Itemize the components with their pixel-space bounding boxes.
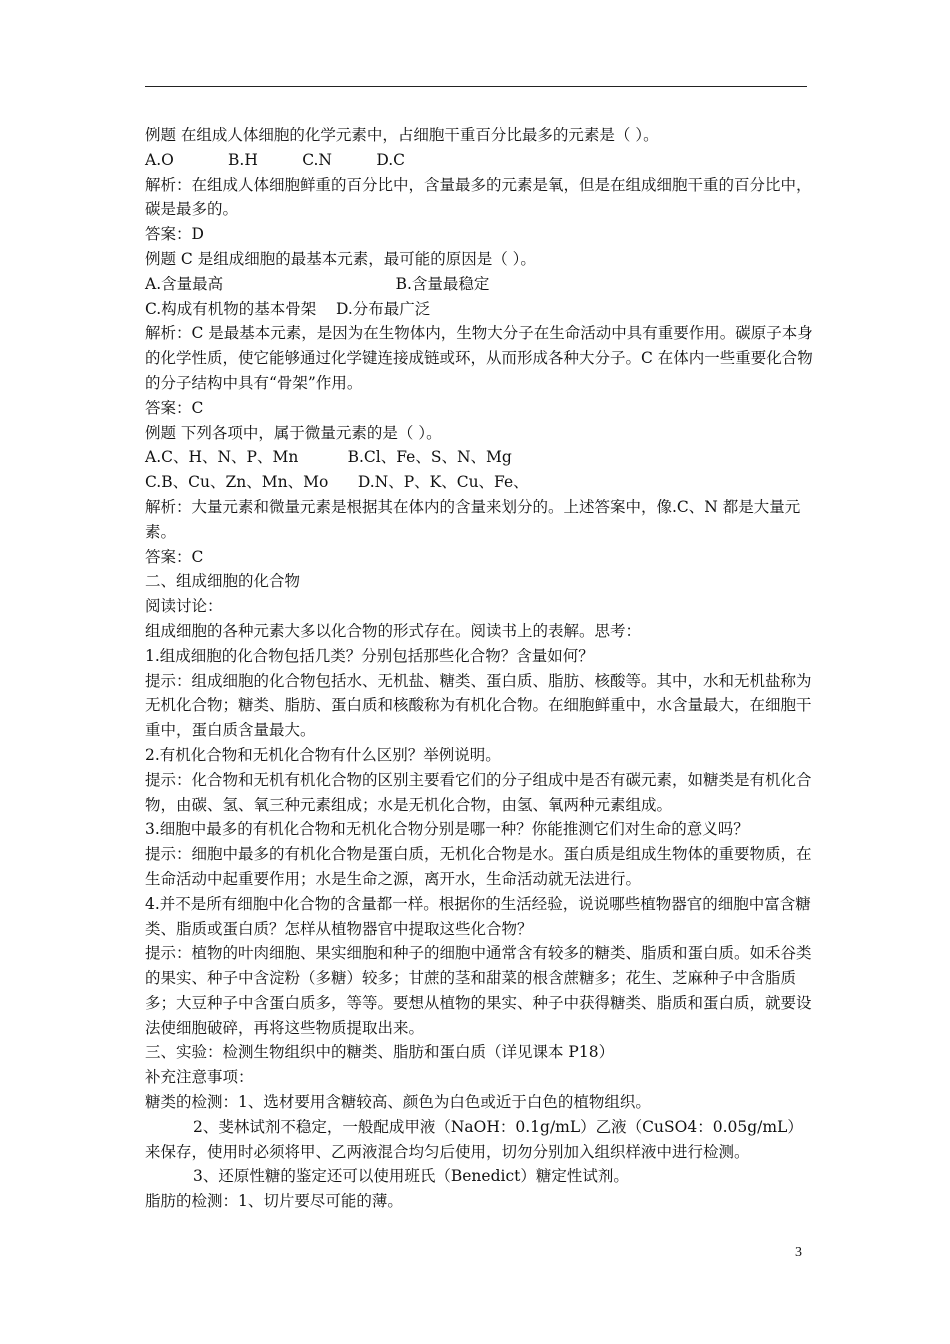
example-2-question: 例题 C 是组成细胞的最基本元素，最可能的原因是（ ）。 — [145, 249, 536, 268]
hint-2: 提示：化合物和无机有机化合物的区别主要看它们的分子组成中是否有碳元素，如糖类是有机化合物，由碳、氢、氧三种元素组成；水是无机化合物，由氢、氧两种元素组成。 — [145, 770, 812, 814]
page-number: 3 — [795, 1245, 802, 1260]
sugar-test-note-2: 2、斐林试剂不稳定，一般配成甲液（NaOH：0.1g/mL）乙液（CuSO4：0.05g/mL）来保存，使用时必须将甲、乙两液混合均匀后使用，切勿分别加入组织样液中进行检测。 — [145, 1117, 803, 1161]
question-3: 3.细胞中最多的有机化合物和无机化合物分别是哪一种？你能推测它们对生命的意义吗？ — [145, 820, 749, 839]
sugar-test-note-3: 3、还原性糖的鉴定还可以使用班氏（Benedict）糖定性试剂。 — [193, 1167, 629, 1186]
hint-4: 提示：植物的叶肉细胞、果实细胞和种子的细胞中通常含有较多的糖类、脂质和蛋白质。如禾谷类的果实、种子中含淀粉（多糖）较多；甘蔗的茎和甜菜的根含蔗糖多；花生、芝麻种子中含脂质多；大豆种子中含蛋白质多，等等。要想从植物的果实、种子中获得糖类、脂质和蛋白质，就要设法使细胞破碎，再将这些物质提取出来。 — [145, 944, 812, 1037]
question-2: 2.有机化合物和无机化合物有什么区别？举例说明。 — [145, 745, 501, 764]
question-4: 4.并不是所有细胞中化合物的含量都一样。根据你的生活经验，说说哪些植物器官的细胞中富含糖类、脂质或蛋白质？怎样从植物器官中提取这些化合物？ — [145, 894, 811, 938]
reading-discussion-label: 阅读讨论： — [145, 597, 223, 616]
example-3-answer: 答案：C — [145, 547, 204, 566]
document-body — [145, 123, 813, 1214]
notes-label: 补充注意事项： — [145, 1068, 254, 1087]
hint-3: 提示：细胞中最多的有机化合物是蛋白质，无机化合物是水。蛋白质是组成生物体的重要物质，在生命活动中起重要作用；水是生命之源，离开水，生命活动就无法进行。 — [145, 845, 812, 888]
example-1-options: A.O B.H C.N D.C — [145, 150, 406, 169]
header-rule — [145, 86, 807, 87]
question-1: 1.组成细胞的化合物包括几类？分别包括那些化合物？含量如何？ — [145, 646, 594, 665]
example-3-options-cd: C.B、Cu、Zn、Mn、Mo D.N、P、K、Cu、Fe、 — [145, 473, 529, 492]
example-1-answer: 答案：D — [145, 225, 204, 244]
example-2-analysis: 解析：C 是最基本元素，是因为在生物体内，生物大分子在生命活动中具有重要作用。碳原子本身的化学性质，使它能够通过化学键连接成链或环，从而形成各种大分子。C 在体内一些重要化合物的分子结构中具有“骨架”作用。 — [145, 324, 813, 392]
section-2-heading: 二、组成细胞的化合物 — [145, 572, 301, 591]
example-3-question: 例题 下列各项中，属于微量元素的是（ ）。 — [145, 423, 442, 442]
hint-1: 提示：组成细胞的化合物包括水、无机盐、糖类、蛋白质、脂肪、核酸等。其中，水和无机盐称为无机化合物；糖类、脂肪、蛋白质和核酸称为有机化合物。在细胞鲜重中，水含量最大，在细胞干重中，蛋白质含量最大。 — [145, 671, 812, 740]
example-3-options-ab: A.C、H、N、P、Mn B.Cl、Fe、S、N、Mg — [145, 448, 512, 467]
section-3-heading: 三、实验：检测生物组织中的糖类、脂肪和蛋白质（详见课本 P18） — [145, 1043, 615, 1062]
example-2-answer: 答案：C — [145, 398, 204, 417]
example-2-options-ab: A.含量最高 B.含量最稳定 — [145, 274, 490, 293]
fat-test-note-1: 脂肪的检测：1、切片要尽可能的薄。 — [145, 1192, 403, 1211]
example-1-question: 例题 在组成人体细胞的化学元素中，占细胞干重百分比最多的元素是（ ）。 — [145, 126, 659, 144]
sugar-test-note-1: 糖类的检测：1、选材要用含糖较高、颜色为白色或近于白色的植物组织。 — [145, 1093, 651, 1112]
example-2-options-cd: C.构成有机物的基本骨架 D.分布最广泛 — [145, 299, 431, 318]
example-3-analysis: 解析：大量元素和微量元素是根据其在体内的含量来划分的。上述答案中，像.C、N 都是大量元素。 — [145, 497, 801, 541]
reading-intro: 组成细胞的各种元素大多以化合物的形式存在。阅读书上的表解。思考： — [145, 621, 642, 640]
example-1-analysis: 解析：在组成人体细胞鲜重的百分比中，含量最多的元素是氧，但是在组成细胞干重的百分比中，碳是最多的。 — [145, 175, 812, 219]
